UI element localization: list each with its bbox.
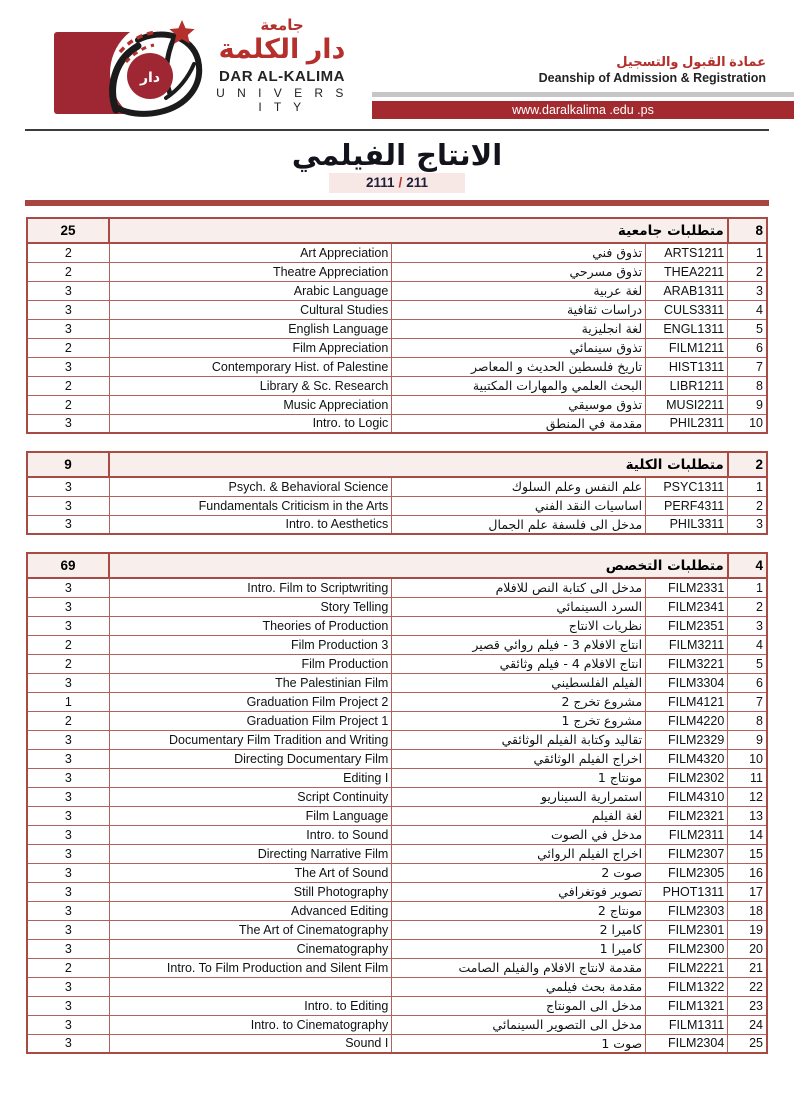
- course-name-ar: اساسيات النقد الفني: [392, 496, 646, 515]
- course-name-ar: تذوق مسرحي: [392, 262, 646, 281]
- course-code: FILM2302: [646, 768, 728, 787]
- table-count: 4: [728, 553, 767, 578]
- course-row: [27, 616, 767, 635]
- course-name-ar: مشروع تخرج 2: [392, 692, 646, 711]
- course-name-en: Intro. to Sound: [109, 825, 392, 844]
- course-name-en: Film Production 3: [109, 635, 392, 654]
- course-name-ar: مدخل الى التصوير السينمائي: [392, 1015, 646, 1034]
- course-credits: 3: [27, 768, 109, 787]
- course-credits: 3: [27, 730, 109, 749]
- table-title: متطلبات الكلية: [109, 452, 728, 477]
- course-name-en: Contemporary Hist. of Palestine: [109, 357, 392, 376]
- course-row: [27, 376, 767, 395]
- course-name-en: Cultural Studies: [109, 300, 392, 319]
- course-code: FILM2311: [646, 825, 728, 844]
- course-num: 3: [728, 281, 767, 300]
- course-code: ENGL1311: [646, 319, 728, 338]
- course-code: PERF4311: [646, 496, 728, 515]
- course-name-en: Intro. to Aesthetics: [109, 515, 392, 534]
- course-name-en: Fundamentals Criticism in the Arts: [109, 496, 392, 515]
- table-total-credits: 25: [27, 218, 109, 243]
- course-name-en: Intro. Film to Scriptwriting: [109, 578, 392, 597]
- course-row: [27, 939, 767, 958]
- course-credits: 3: [27, 496, 109, 515]
- course-row: [27, 338, 767, 357]
- course-name-ar: مدخل الى كتابة النص للافلام: [392, 578, 646, 597]
- course-row: [27, 1015, 767, 1034]
- course-row: [27, 863, 767, 882]
- course-credits: 3: [27, 920, 109, 939]
- course-row: [27, 578, 767, 597]
- course-row: [27, 958, 767, 977]
- course-credits: 2: [27, 395, 109, 414]
- course-name-en: Theories of Production: [109, 616, 392, 635]
- course-name-ar: مشروع تخرج 1: [392, 711, 646, 730]
- course-name-en: Psych. & Behavioral Science: [109, 477, 392, 496]
- course-row: [27, 787, 767, 806]
- course-name-ar: تقاليد وكتابة الفيلم الوثائقي: [392, 730, 646, 749]
- course-name-en: Story Telling: [109, 597, 392, 616]
- course-code: FILM4320: [646, 749, 728, 768]
- university-name-block: [212, 16, 352, 114]
- course-row: [27, 654, 767, 673]
- course-credits: 3: [27, 863, 109, 882]
- course-name-en: Still Photography: [109, 882, 392, 901]
- title-block: [0, 138, 794, 193]
- course-credits: 3: [27, 806, 109, 825]
- course-row: [27, 281, 767, 300]
- course-num: 2: [728, 496, 767, 515]
- course-name-en: Intro. to Logic: [109, 414, 392, 433]
- course-num: 11: [728, 768, 767, 787]
- course-credits: 3: [27, 901, 109, 920]
- course-name-ar: مقدمة لانتاج الافلام والفيلم الصامت: [392, 958, 646, 977]
- course-code: FILM4121: [646, 692, 728, 711]
- course-num: 22: [728, 977, 767, 996]
- course-num: 20: [728, 939, 767, 958]
- course-name-en: Directing Documentary Film: [109, 749, 392, 768]
- course-name-en: The Palestinian Film: [109, 673, 392, 692]
- course-code: FILM2331: [646, 578, 728, 597]
- header-rule: [25, 129, 769, 131]
- course-name-en: Theatre Appreciation: [109, 262, 392, 281]
- course-row: [27, 477, 767, 496]
- course-credits: 3: [27, 319, 109, 338]
- course-name-ar: تذوق فني: [392, 243, 646, 262]
- university-name-ar-small: جامعة: [260, 17, 304, 34]
- course-code: FILM2301: [646, 920, 728, 939]
- course-name-ar: صوت 2: [392, 863, 646, 882]
- course-code: CULS3311: [646, 300, 728, 319]
- course-name-en: Directing Narrative Film: [109, 844, 392, 863]
- course-code: PHIL3311: [646, 515, 728, 534]
- course-num: 3: [728, 616, 767, 635]
- course-num: 12: [728, 787, 767, 806]
- course-num: 6: [728, 338, 767, 357]
- course-credits: 3: [27, 996, 109, 1015]
- deanship-title-en: Deanship of Admission & Registration: [538, 71, 766, 85]
- course-num: 3: [728, 515, 767, 534]
- course-name-ar: كاميرا 1: [392, 939, 646, 958]
- course-name-ar: علم النفس وعلم السلوك: [392, 477, 646, 496]
- course-table: [26, 451, 768, 535]
- gray-divider-bar: [372, 92, 794, 97]
- course-code: FILM2303: [646, 901, 728, 920]
- course-row: [27, 395, 767, 414]
- course-credits: 3: [27, 597, 109, 616]
- course-code: FILM2329: [646, 730, 728, 749]
- course-name-en: Music Appreciation: [109, 395, 392, 414]
- course-name-ar: مونتاج 2: [392, 901, 646, 920]
- course-row: [27, 319, 767, 338]
- course-row: [27, 730, 767, 749]
- table-header-row: [27, 452, 767, 477]
- course-name-ar: اخراج الفيلم الوثائقي: [392, 749, 646, 768]
- course-name-ar: السرد السينمائي: [392, 597, 646, 616]
- course-row: [27, 357, 767, 376]
- course-name-ar: انتاج الافلام 3 - فيلم روائي قصير: [392, 635, 646, 654]
- course-name-ar: الفيلم الفلسطيني: [392, 673, 646, 692]
- table-total-credits: 69: [27, 553, 109, 578]
- course-num: 13: [728, 806, 767, 825]
- course-name-en: Cinematography: [109, 939, 392, 958]
- course-code: FILM2300: [646, 939, 728, 958]
- course-name-en: The Art of Sound: [109, 863, 392, 882]
- table-title: متطلبات التخصص: [109, 553, 728, 578]
- course-credits: 2: [27, 262, 109, 281]
- course-name-ar: مقدمة بحث فيلمي: [392, 977, 646, 996]
- course-credits: 2: [27, 654, 109, 673]
- course-name-ar: اخراج الفيلم الروائي: [392, 844, 646, 863]
- program-title: الانتاج الفيلمي: [291, 138, 503, 172]
- course-credits: 2: [27, 243, 109, 262]
- course-name-en: Arabic Language: [109, 281, 392, 300]
- course-num: 4: [728, 635, 767, 654]
- course-name-ar: لغة انجليزية: [392, 319, 646, 338]
- course-credits: 3: [27, 882, 109, 901]
- course-name-ar: مدخل الى المونتاج: [392, 996, 646, 1015]
- course-code: ARAB1311: [646, 281, 728, 300]
- course-num: 8: [728, 376, 767, 395]
- course-name-ar: لغة عربية: [392, 281, 646, 300]
- course-num: 24: [728, 1015, 767, 1034]
- course-credits: 2: [27, 338, 109, 357]
- course-credits: 2: [27, 711, 109, 730]
- course-row: [27, 692, 767, 711]
- course-credits: 3: [27, 1015, 109, 1034]
- course-credits: 3: [27, 414, 109, 433]
- course-num: 18: [728, 901, 767, 920]
- program-code-right: 211: [406, 175, 429, 190]
- course-code: FILM2307: [646, 844, 728, 863]
- program-code: [329, 173, 465, 193]
- table-total-credits: 9: [27, 452, 109, 477]
- course-credits: 3: [27, 616, 109, 635]
- course-code: THEA2211: [646, 262, 728, 281]
- course-row: [27, 496, 767, 515]
- university-name-en: DAR AL-KALIMA: [219, 68, 345, 86]
- course-code: FILM1311: [646, 1015, 728, 1034]
- course-code: FILM2341: [646, 597, 728, 616]
- course-row: [27, 844, 767, 863]
- course-num: 21: [728, 958, 767, 977]
- deanship-title-ar: عمادة القبول والتسجيل: [616, 54, 766, 69]
- course-name-ar: مدخل الى فلسفة علم الجمال: [392, 515, 646, 534]
- course-credits: 3: [27, 825, 109, 844]
- course-num: 19: [728, 920, 767, 939]
- course-credits: 3: [27, 673, 109, 692]
- course-num: 9: [728, 730, 767, 749]
- university-name-en-sub: U N I V E R S I T Y: [216, 86, 348, 115]
- course-name-ar: لغة الفيلم: [392, 806, 646, 825]
- course-credits: 3: [27, 749, 109, 768]
- course-name-ar: البحث العلمي والمهارات المكتبية: [392, 376, 646, 395]
- course-name-en: Film Appreciation: [109, 338, 392, 357]
- course-row: [27, 300, 767, 319]
- course-num: 1: [728, 578, 767, 597]
- course-credits: 3: [27, 357, 109, 376]
- course-row: [27, 515, 767, 534]
- course-name-en: The Art of Cinematography: [109, 920, 392, 939]
- course-name-ar: تذوق سينمائي: [392, 338, 646, 357]
- course-code: FILM1321: [646, 996, 728, 1015]
- course-table: [26, 217, 768, 434]
- course-name-ar: تاريخ فلسطين الحديث و المعاصر: [392, 357, 646, 376]
- course-row: [27, 977, 767, 996]
- course-code: FILM1322: [646, 977, 728, 996]
- course-name-en: Graduation Film Project 1: [109, 711, 392, 730]
- course-credits: 3: [27, 281, 109, 300]
- course-num: 2: [728, 597, 767, 616]
- deanship-block: [539, 54, 766, 85]
- table-count: 2: [728, 452, 767, 477]
- course-code: FILM4220: [646, 711, 728, 730]
- course-name-ar: مونتاج 1: [392, 768, 646, 787]
- course-code: FILM2351: [646, 616, 728, 635]
- course-credits: 2: [27, 958, 109, 977]
- course-num: 2: [728, 262, 767, 281]
- course-credits: 2: [27, 635, 109, 654]
- course-row: [27, 711, 767, 730]
- course-row: [27, 901, 767, 920]
- course-num: 1: [728, 243, 767, 262]
- course-num: 10: [728, 414, 767, 433]
- course-name-ar: نظريات الانتاج: [392, 616, 646, 635]
- course-code: PHOT1311: [646, 882, 728, 901]
- course-row: [27, 243, 767, 262]
- course-num: 9: [728, 395, 767, 414]
- course-name-en: Intro. To Film Production and Silent Film: [109, 958, 392, 977]
- course-row: [27, 806, 767, 825]
- course-code: FILM3304: [646, 673, 728, 692]
- course-name-ar: دراسات ثقافية: [392, 300, 646, 319]
- course-code: FILM1211: [646, 338, 728, 357]
- course-row: [27, 920, 767, 939]
- course-credits: 3: [27, 787, 109, 806]
- course-num: 5: [728, 654, 767, 673]
- course-row: [27, 635, 767, 654]
- course-num: 23: [728, 996, 767, 1015]
- program-code-left: 2111: [365, 175, 395, 190]
- course-credits: 3: [27, 1034, 109, 1053]
- course-num: 17: [728, 882, 767, 901]
- course-row: [27, 882, 767, 901]
- course-name-en: Graduation Film Project 2: [109, 692, 392, 711]
- course-code: PSYC1311: [646, 477, 728, 496]
- course-num: 10: [728, 749, 767, 768]
- course-num: 7: [728, 692, 767, 711]
- page-header: [0, 0, 794, 132]
- course-name-ar: تذوق موسيقي: [392, 395, 646, 414]
- course-row: [27, 414, 767, 433]
- course-code: FILM2321: [646, 806, 728, 825]
- course-name-ar: كاميرا 2: [392, 920, 646, 939]
- course-credits: 3: [27, 300, 109, 319]
- course-name-en: Library & Sc. Research: [109, 376, 392, 395]
- course-name-en: Documentary Film Tradition and Writing: [109, 730, 392, 749]
- course-name-en: Intro. to Editing: [109, 996, 392, 1015]
- logo-circle-text: دار: [139, 70, 161, 86]
- program-code-separator: /: [398, 175, 403, 190]
- course-row: [27, 825, 767, 844]
- course-num: 8: [728, 711, 767, 730]
- course-code: FILM2305: [646, 863, 728, 882]
- course-name-en: English Language: [109, 319, 392, 338]
- course-num: 5: [728, 319, 767, 338]
- course-name-en: Editing I: [109, 768, 392, 787]
- course-row: [27, 262, 767, 281]
- course-name-en: [109, 977, 392, 996]
- course-name-ar: استمرارية السيناريو: [392, 787, 646, 806]
- course-code: MUSI2211: [646, 395, 728, 414]
- course-num: 16: [728, 863, 767, 882]
- course-code: HIST1311: [646, 357, 728, 376]
- course-credits: 3: [27, 515, 109, 534]
- course-name-en: Intro. to Cinematography: [109, 1015, 392, 1034]
- course-num: 7: [728, 357, 767, 376]
- course-name-ar: تصوير فوتغرافي: [392, 882, 646, 901]
- course-name-ar: انتاج الافلام 4 - فيلم وثائقي: [392, 654, 646, 673]
- course-code: FILM4310: [646, 787, 728, 806]
- table-title: متطلبات جامعية: [109, 218, 728, 243]
- table-count: 8: [728, 218, 767, 243]
- course-name-en: Art Appreciation: [109, 243, 392, 262]
- course-row: [27, 996, 767, 1015]
- course-num: 6: [728, 673, 767, 692]
- university-logo: [46, 18, 224, 122]
- course-num: 25: [728, 1034, 767, 1053]
- course-row: [27, 1034, 767, 1053]
- course-name-en: Script Continuity: [109, 787, 392, 806]
- course-credits: 3: [27, 578, 109, 597]
- course-credits: 3: [27, 977, 109, 996]
- course-credits: 1: [27, 692, 109, 711]
- course-code: FILM2304: [646, 1034, 728, 1053]
- course-code: FILM2221: [646, 958, 728, 977]
- course-num: 4: [728, 300, 767, 319]
- course-row: [27, 597, 767, 616]
- table-header-row: [27, 218, 767, 243]
- course-name-ar: مدخل في الصوت: [392, 825, 646, 844]
- website-bar: www.daralkalima .edu .ps: [372, 101, 794, 119]
- course-name-ar: صوت 1: [392, 1034, 646, 1053]
- university-name-ar: دار الكلمة: [218, 34, 346, 64]
- course-name-en: Sound I: [109, 1034, 392, 1053]
- course-credits: 3: [27, 939, 109, 958]
- course-credits: 3: [27, 477, 109, 496]
- course-code: FILM3211: [646, 635, 728, 654]
- course-credits: 2: [27, 376, 109, 395]
- tables: [0, 206, 794, 1054]
- course-num: 1: [728, 477, 767, 496]
- course-num: 15: [728, 844, 767, 863]
- course-name-ar: مقدمة في المنطق: [392, 414, 646, 433]
- course-code: FILM3221: [646, 654, 728, 673]
- course-code: LIBR1211: [646, 376, 728, 395]
- course-credits: 3: [27, 844, 109, 863]
- course-code: ARTS1211: [646, 243, 728, 262]
- course-code: PHIL2311: [646, 414, 728, 433]
- table-header-row: [27, 553, 767, 578]
- course-name-en: Film Language: [109, 806, 392, 825]
- course-name-en: Advanced Editing: [109, 901, 392, 920]
- course-name-en: Film Production: [109, 654, 392, 673]
- course-row: [27, 749, 767, 768]
- course-table: [26, 552, 768, 1054]
- course-row: [27, 673, 767, 692]
- course-num: 14: [728, 825, 767, 844]
- course-row: [27, 768, 767, 787]
